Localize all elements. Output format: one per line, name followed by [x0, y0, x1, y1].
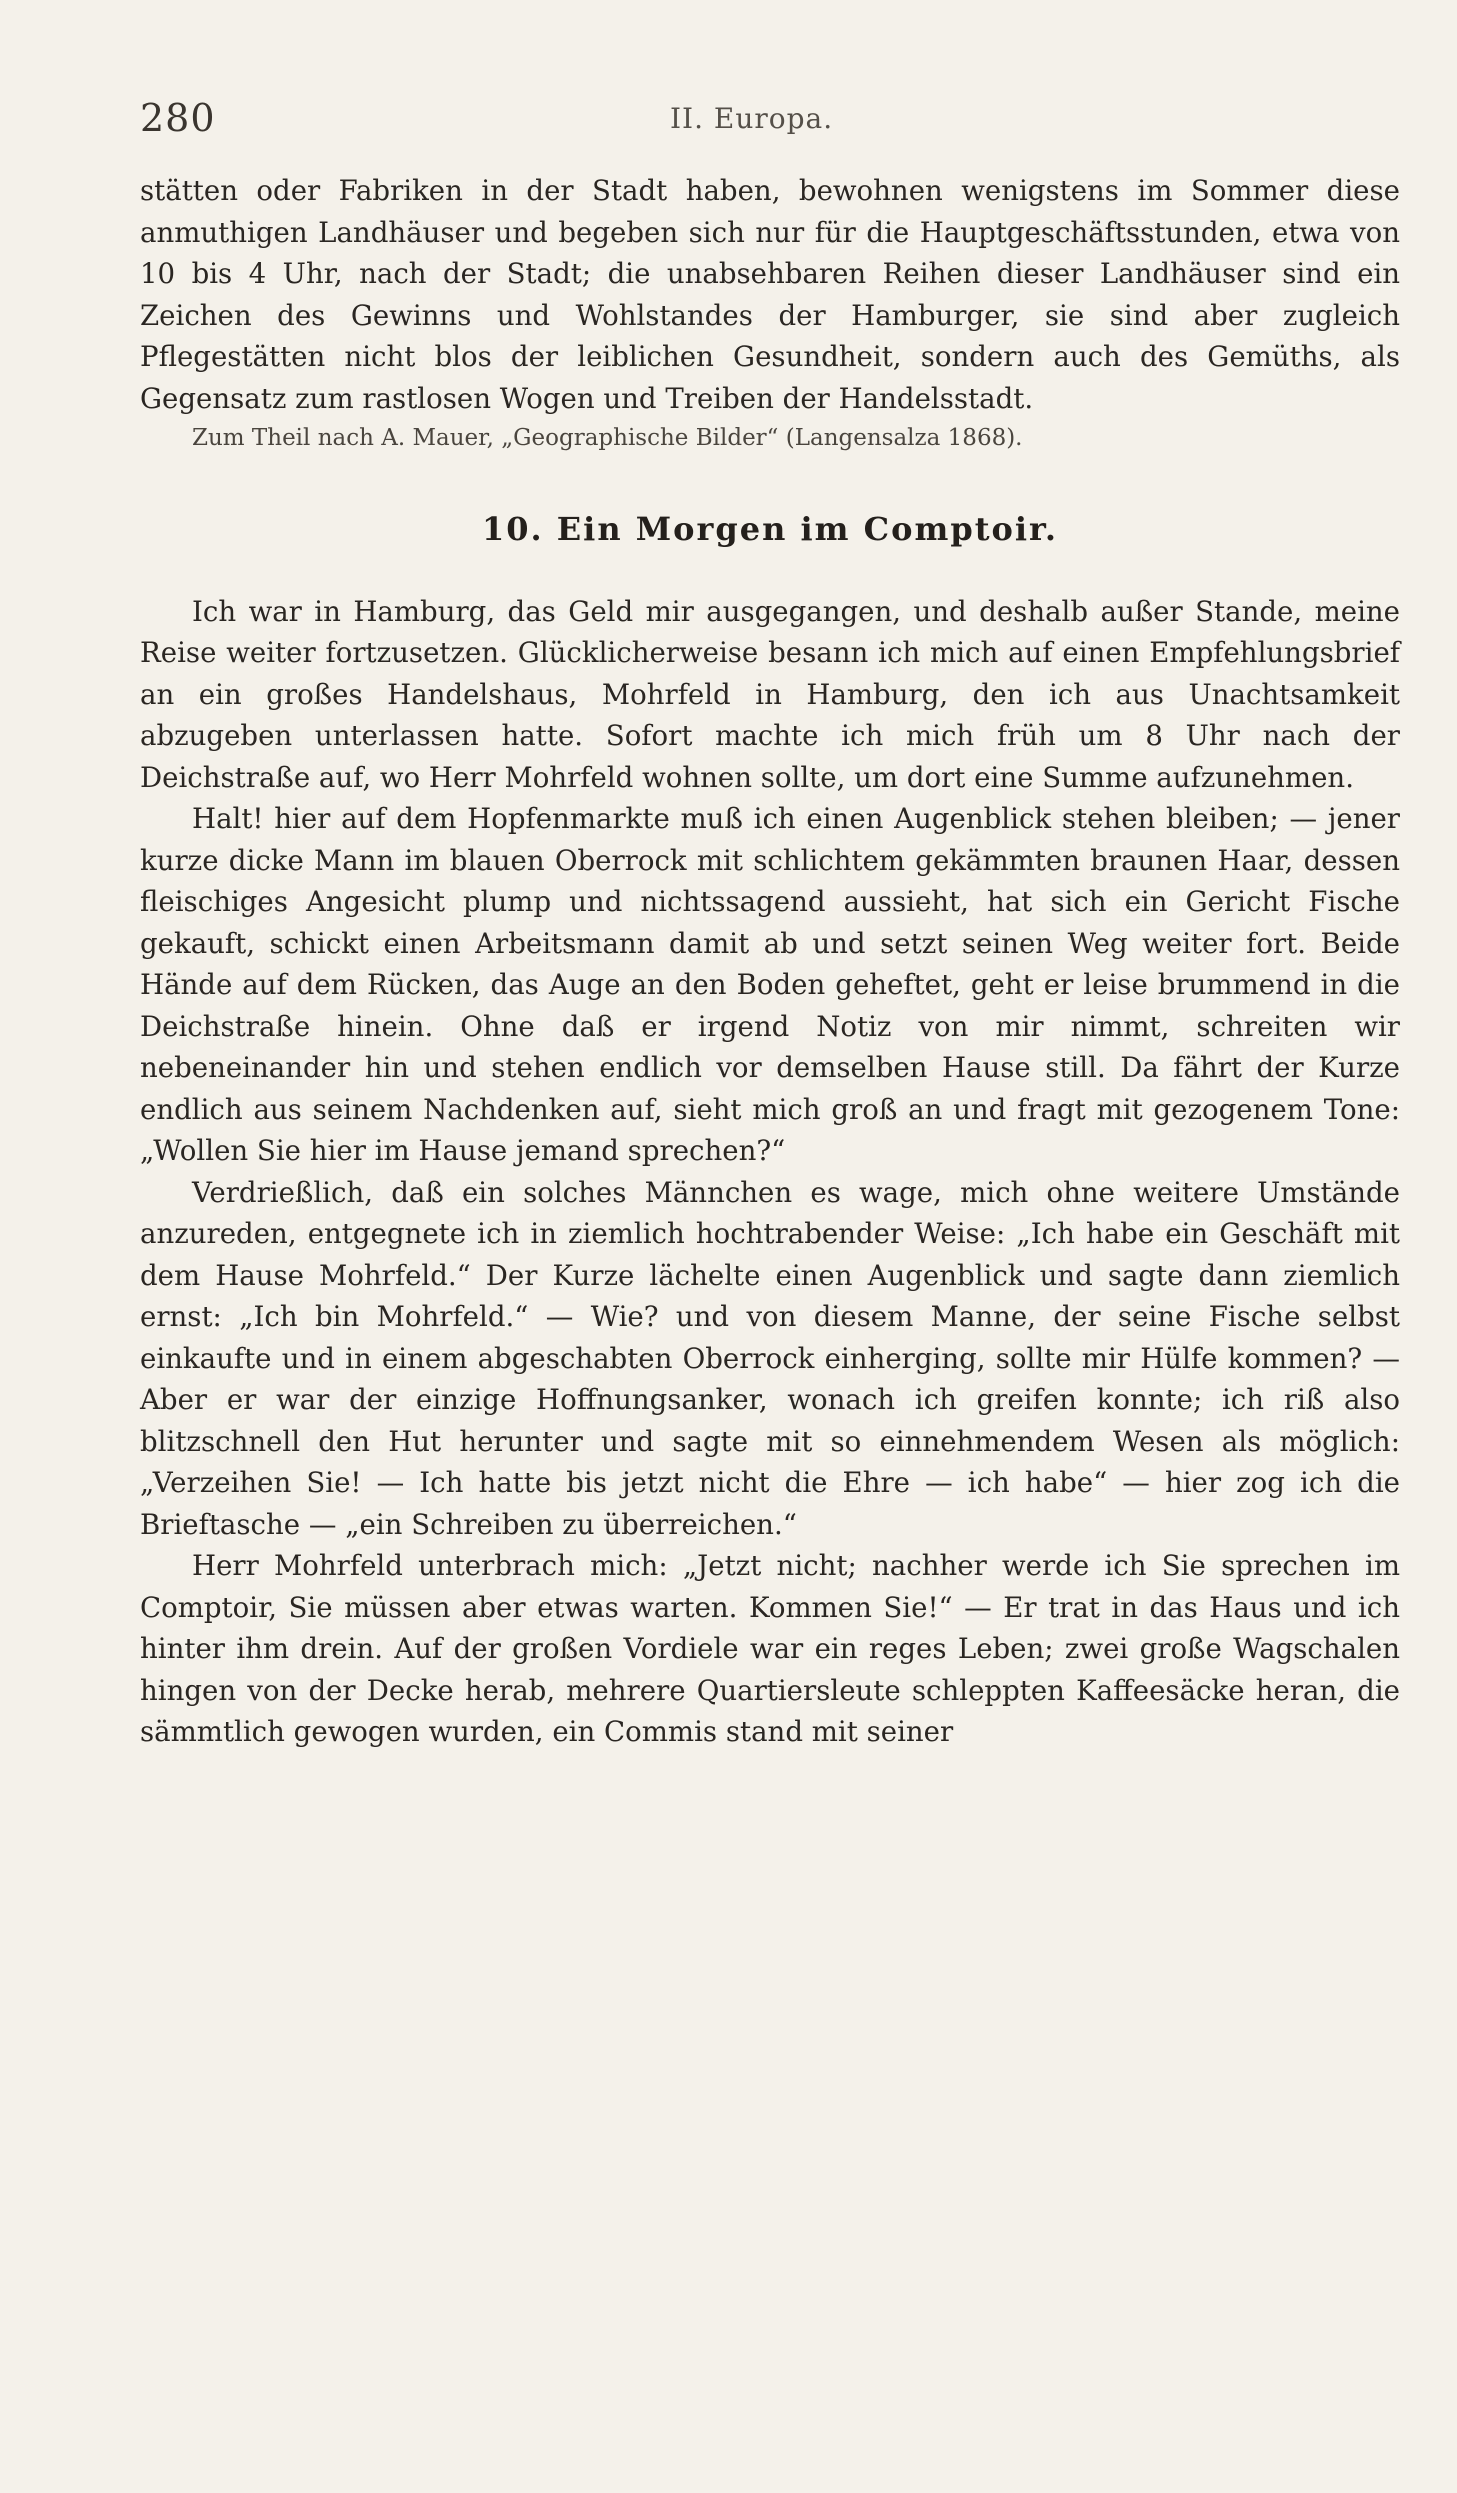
intro-paragraph: stätten oder Fabriken in der Stadt haben, bewohnen wenigstens im Sommer diese anmuthigen Landhäuser und begeben sich nur für die Hauptgeschäftsstunden, etwa von 10 bis 4 Uhr, nach der Stadt; die unabsehbaren Reihen dieser Landhäuser sind ein Zeichen des Gewinns und Wohlstandes der Hamburger, sie sind aber zugleich Pflegestätten nicht blos der leiblichen Gesundheit, sondern auch des Gemüths, als Gegensatz zum rastlosen Wogen und Treiben der Handelsstadt. — [140, 174, 1400, 415]
paragraph: Verdrießlich, daß ein solches Männchen es wage, mich ohne weitere Umstände anzureden, entgegnete ich in ziemlich hochtrabender Weise: „Ich habe ein Geschäft mit dem Hause Mohrfeld.“ Der Kurze lächelte einen Augenblick und sagte dann ziemlich ernst: „Ich bin Mohrfeld.“ — Wie? und von diesem Manne, der seine Fische selbst einkaufte und in einem abgeschabten Oberrock einherging, sollte mir Hülfe kommen? — Aber er war der einzige Hoffnungsanker, wonach ich greifen konnte; ich riß also blitzschnell den Hut herunter und sagte mit so einnehmendem Wesen als möglich: „Verzeihen Sie! — Ich hatte bis jetzt nicht die Ehre — ich habe“ — hier zog ich die Brieftasche — „ein Schreiben zu überreichen.“ — [140, 1175, 1400, 1541]
body-text — [140, 170, 1400, 1753]
paragraph: Ich war in Hamburg, das Geld mir ausgegangen, und deshalb außer Stande, meine Reise weiter fortzusetzen. Glücklicherweise besann ich mich auf einen Empfehlungsbrief an ein großes Handelshaus, Mohrfeld in Hamburg, den ich aus Unachtsamkeit abzugeben unterlassen hatte. Sofort machte ich mich früh um 8 Uhr nach der Deichstraße auf, wo Herr Mohrfeld wohnen sollte, um dort eine Summe aufzunehmen. — [140, 594, 1400, 794]
running-head — [140, 96, 1400, 146]
page-number: 280 — [140, 96, 216, 140]
paragraph: Herr Mohrfeld unterbrach mich: „Jetzt nicht; nachher werde ich Sie sprechen im Comptoir, Sie müssen aber etwas warten. Kommen Sie!“ — Er trat in das Haus und ich hinter ihm drein. Auf der großen Vordiele war ein reges Leben; zwei große Wagschalen hingen von der Decke herab, mehrere Quartiersleute schleppten Kaffeesäcke heran, die sämmtlich gewogen wurden, ein Commis stand mit seiner — [140, 1549, 1400, 1748]
running-title: II. Europa. — [670, 102, 834, 135]
chapter-title: 10. Ein Morgen im Comptoir. — [481, 510, 1059, 548]
source-note: Zum Theil nach A. Mauer, „Geographische Bilder“ (Langensalza 1868). — [192, 425, 1023, 451]
paragraph: Halt! hier auf dem Hopfenmarkte muß ich einen Augenblick stehen bleiben; — jener kurze dicke Mann im blauen Oberrock mit schlichtem gekämmten braunen Haar, dessen fleischiges Angesicht plump und nichtssagend aussieht, hat sich ein Gericht Fische gekauft, schickt einen Arbeitsmann damit ab und setzt seinen Weg weiter fort. Beide Hände auf dem Rücken, das Auge an den Boden geheftet, geht er leise brummend in die Deichstraße hinein. Ohne daß er irgend Notiz von mir nimmt, schreiten wir nebeneinander hin und stehen endlich vor demselben Hause still. Da fährt der Kurze endlich aus seinem Nachdenken auf, sieht mich groß an und fragt mit gezogenem Tone: „Wollen Sie hier im Hause jemand sprechen?“ — [140, 802, 1400, 1167]
